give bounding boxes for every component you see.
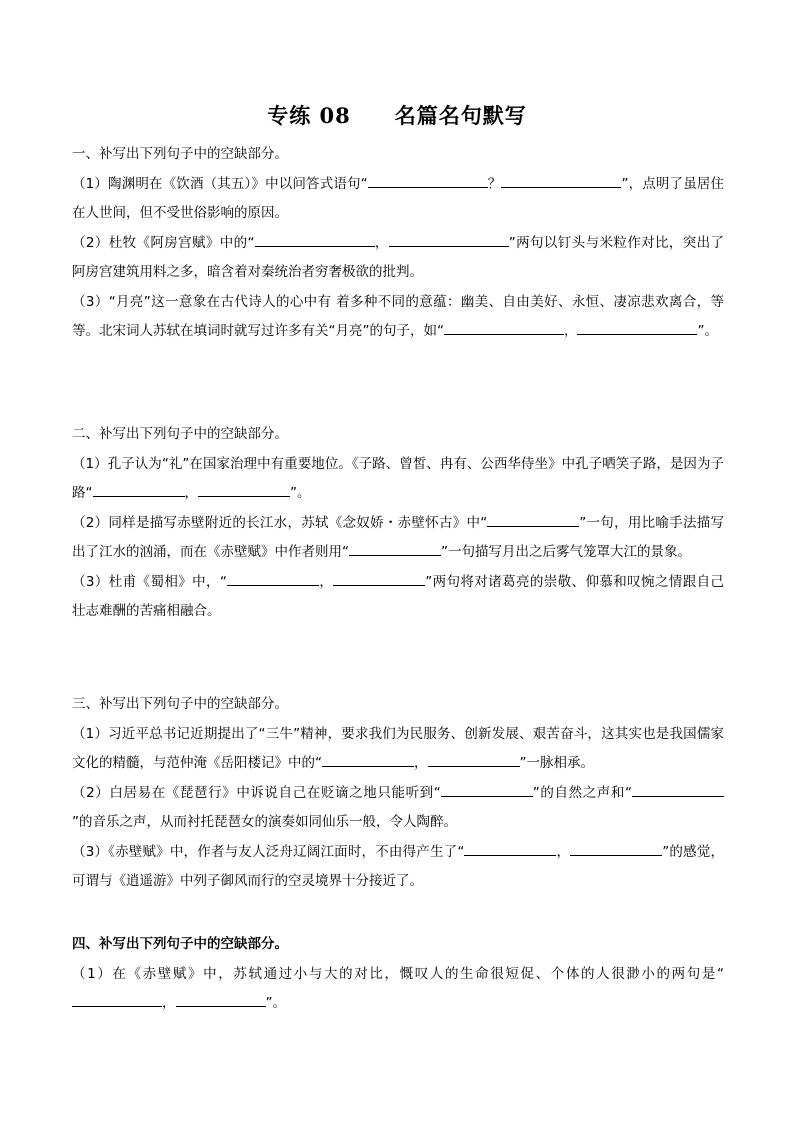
section-1 [72, 140, 724, 347]
answer-blank[interactable] [444, 318, 564, 335]
question-item: （1）孔子认为“礼”在国家治理中有重要地位。《子路、曾皙、冉有、公西华侍坐》中孔子哂笑子路，是因为子路“ ， ”。 [72, 455, 724, 501]
title-number: 专练 08 [267, 103, 351, 128]
section-3 [72, 690, 724, 897]
question-item: （3）杜甫《蜀相》中，“ ， ”两句将对诸葛亮的崇敬、仰慕和叹惋之情跟自己壮志难酬的苦痛相融合。 [72, 568, 724, 627]
answer-blank[interactable] [93, 480, 185, 497]
answer-blank[interactable] [428, 750, 520, 767]
question-item: （1）陶渊明在《饮酒（其五）》中以问答式语句“ ？ ”，点明了虽居住在人世间，但不受世俗影响的原因。 [72, 170, 724, 229]
question-item: （2）同样是描写赤壁附近的长江水，苏轼《念奴娇・赤壁怀古》中“ ”一句，用比喻手法描写出了江水的汹涌，而在《赤壁赋》中作者则用“ ”一句描写月出之后雾气笼罩大江的景象。 [72, 509, 724, 568]
answer-blank[interactable] [632, 780, 724, 797]
answer-blank[interactable] [322, 750, 414, 767]
answer-blank[interactable] [176, 990, 266, 1007]
question-item: （2）白居易在《琵琶行》中诉说自己在贬谪之地只能听到“ ”的自然之声和“”的音乐之声，从而衬托琵琶女的演奏如同仙乐一般，令人陶醉。 [72, 779, 724, 838]
answer-blank[interactable] [570, 839, 662, 856]
answer-blank[interactable] [72, 990, 162, 1007]
question-item: （2）杜牧《阿房宫赋》中的“ ， ”两句以钉头与米粒作对比，突出了阿房宫建筑用料之多，暗含着对秦统治者穷奢极欲的批判。 [72, 229, 724, 288]
answer-blank[interactable] [368, 171, 488, 188]
answer-blank[interactable] [198, 480, 290, 497]
answer-blank[interactable] [389, 230, 509, 247]
answer-blank[interactable] [501, 171, 621, 188]
section-heading: 三、补写出下列句子中的空缺部分。 [72, 696, 288, 712]
answer-blank[interactable] [464, 839, 556, 856]
answer-blank[interactable] [577, 318, 697, 335]
question-item: （1）习近平总书记近期提出了“三牛”精神，要求我们为民服务、创新发展、艰苦奋斗，这其实也是我国儒家文化的精髓，与范仲淹《岳阳楼记》中的“ ， ”一脉相承。 [72, 725, 724, 771]
answer-blank[interactable] [255, 230, 375, 247]
question-item: （1）在《赤壁赋》中，苏轼通过小与大的对比，慨叹人的生命很短促、个体的人很渺小的两句是“， ”。 [72, 965, 724, 1011]
question-item: （3）“月亮”这一意象在古代诗人的心中有 着多种不同的意蕴：幽美、自由美好、永恒、凄凉悲欢离合，等等。北宋词人苏轼在填词时就写过许多有关“月亮”的句子，如“ ， ”。 [72, 293, 724, 339]
question-item: （3）《赤壁赋》中，作者与友人泛舟辽阔江面时，不由得产生了“ ， ”的感觉，可谓与《逍遥游》中列子御风而行的空灵境界十分接近了。 [72, 838, 724, 897]
answer-blank[interactable] [227, 569, 319, 586]
page-title [0, 100, 794, 130]
section-heading: 一、补写出下列句子中的空缺部分。 [72, 146, 288, 162]
section-2 [72, 420, 724, 627]
answer-blank[interactable] [333, 569, 425, 586]
answer-blank[interactable] [349, 539, 441, 556]
answer-blank[interactable] [441, 780, 533, 797]
answer-blank[interactable] [487, 510, 579, 527]
title-text: 名篇名句默写 [394, 103, 527, 128]
section-heading: 四、补写出下列句子中的空缺部分。 [72, 936, 288, 952]
section-4 [72, 930, 724, 1019]
section-heading: 二、补写出下列句子中的空缺部分。 [72, 426, 288, 442]
